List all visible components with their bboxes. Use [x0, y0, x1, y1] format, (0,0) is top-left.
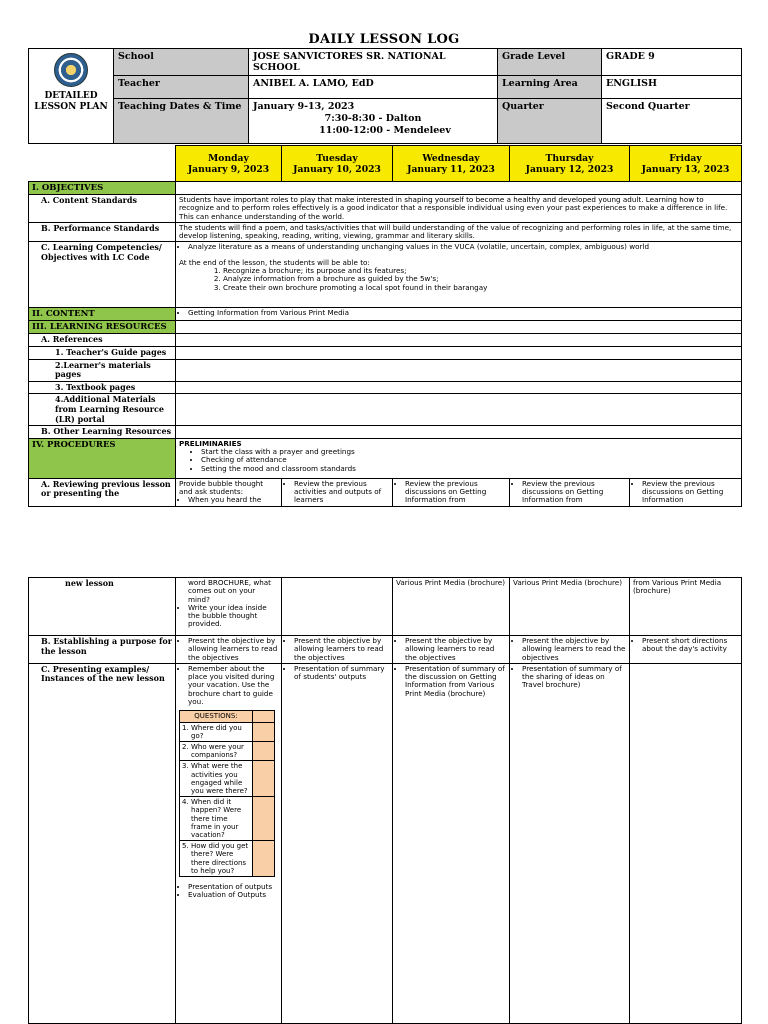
lesson-table: [28, 145, 742, 507]
question-item: 3. What were the activities you engaged while you were there?: [180, 761, 253, 797]
questions-header: QUESTIONS:: [180, 711, 253, 722]
objectives-blank: [176, 182, 742, 195]
additional-materials-label: 4.Additional Materials from Learning Resource (LR) portal: [29, 394, 176, 426]
presenting-wednesday: • Presentation of summary of the discussion on Getting Information from Various Print Media (brochure): [393, 663, 510, 1023]
reviewing-wednesday: • Review the previous discussions on Getting Information from: [393, 478, 510, 506]
textbook-pages-label: 3. Textbook pages: [29, 381, 176, 394]
detailed-lesson-plan-label: DETAILED LESSON PLAN: [34, 91, 108, 112]
presenting-tuesday: • Presentation of summary of students' outputs: [282, 663, 393, 1023]
presentation-outputs: • Presentation of outputs: [188, 883, 278, 891]
reviewing-thursday: • Review the previous discussions on Getting Information from: [510, 478, 630, 506]
resources-heading: III. LEARNING RESOURCES: [29, 321, 176, 334]
purpose-thursday: • Present the objective by allowing learners to read the objectives: [510, 636, 630, 664]
other-resources-label: B. Other Learning Resources: [29, 426, 176, 439]
school-label: School: [114, 49, 249, 76]
day-thursday: Thursday January 12, 2023: [510, 146, 630, 182]
question-item: 4. When did it happen? Were there time frame in your vacation?: [180, 797, 253, 841]
teacher-label: Teacher: [114, 76, 249, 99]
lesson-table-continued: [28, 577, 742, 1024]
content-standards-label: A. Content Standards: [29, 195, 176, 223]
presenting-friday: [630, 663, 742, 1023]
teachers-guide-label: 1. Teacher's Guide pages: [29, 347, 176, 360]
reviewing-label-cont: new lesson: [29, 578, 176, 636]
deped-seal-icon: [54, 53, 88, 87]
day-friday: Friday January 13, 2023: [630, 146, 742, 182]
preliminaries-cell: [176, 438, 742, 478]
reviewing-monday-cont: word BROCHURE, what comes out on your mind? • Write your idea inside the bubble thought provided.: [176, 578, 282, 636]
reviewing-monday: Provide bubble thought and ask students: • When you heard the: [176, 478, 282, 506]
day-monday: Monday January 9, 2023: [176, 146, 282, 182]
objectives-heading: I. OBJECTIVES: [29, 182, 176, 195]
goal-item: 3. Create their own brochure promoting a local spot found in their barangay: [223, 284, 738, 292]
time-mendeleev: 11:00-12:00 - Mendeleev: [319, 125, 451, 136]
header-table: [28, 48, 742, 144]
quarter-value: Second Quarter: [602, 99, 742, 144]
performance-standards-text: The students will find a poem, and tasks/activities that will build understanding of the value of recognizing and performing roles in life, at the same time, develop listening, speaking, reading, writing, viewing, grammar and literary skills.: [176, 222, 742, 242]
purpose-label: B. Establishing a purpose for the lesson: [29, 636, 176, 664]
dates-value: [249, 99, 498, 144]
goal-item: 2. Analyze information from a brochure as guided by the 5w's;: [223, 275, 738, 283]
references-label: A. References: [29, 334, 176, 347]
teacher-value: ANIBEL A. LAMO, EdD: [249, 76, 498, 99]
reviewing-friday-cont: from Various Print Media (brochure): [630, 578, 742, 636]
presenting-thursday: • Presentation of summary of the sharing of ideas on Travel brochure): [510, 663, 630, 1023]
day-tuesday: Tuesday January 10, 2023: [282, 146, 393, 182]
reviewing-thursday-cont: Various Print Media (brochure): [510, 578, 630, 636]
content-heading: II. CONTENT: [29, 308, 176, 321]
content-standards-text: Students have important roles to play that make interested in shaping yourself to become a healthy and developed young adult. Learning how to recognize and to perform roles effectively is a good indicator that a responsible individual using even your past experiences to make a difference in life. This can enhance understanding of the world.: [176, 195, 742, 223]
reviewing-wednesday-cont: Various Print Media (brochure): [393, 578, 510, 636]
presenting-monday: • Remember about the place you visited during your vacation. Use the brochure chart to guide you. QUESTIONS: 1. Where did you go? 2. Who were your companions? 3. What were the activities you engaged while you were there? 4. When did it happen? Were there time frame in your vacation? 5. How did you get there? Were there directions to help you? • Presentation of outputs • Evaluation of Outputs: [176, 663, 282, 1023]
competencies-text: [176, 242, 742, 308]
procedures-heading: IV. PROCEDURES: [29, 438, 176, 478]
purpose-friday: • Present short directions about the day's activity: [630, 636, 742, 664]
preliminaries-title: PRELIMINARIES: [179, 438, 242, 448]
reviewing-label: A. Reviewing previous lesson or presenting the: [29, 478, 176, 506]
prelim-item: • Setting the mood and classroom standards: [201, 465, 738, 473]
reviewing-friday: • Review the previous discussions on Getting Information: [630, 478, 742, 506]
logo-cell: [29, 49, 114, 144]
questions-table: [179, 710, 275, 877]
dates-range: January 9-13, 2023: [253, 101, 355, 112]
competency-bullet: • Analyze literature as a means of understanding unchanging values in the VUCA (volatile, uncertain, complex, ambiguous) world: [188, 243, 738, 251]
school-value: JOSE SANVICTORES SR. NATIONAL SCHOOL: [249, 49, 498, 76]
purpose-wednesday: • Present the objective by allowing learners to read the objectives: [393, 636, 510, 664]
competencies-label: C. Learning Competencies/ Objectives with LC Code: [29, 242, 176, 308]
presenting-label: C. Presenting examples/ Instances of the new lesson: [29, 663, 176, 1023]
day-corner: [29, 146, 176, 182]
purpose-tuesday: • Present the objective by allowing learners to read the objectives: [282, 636, 393, 664]
question-item: 5. How did you get there? Were there directions to help you?: [180, 841, 253, 877]
content-text: • Getting Information from Various Print Media: [176, 308, 742, 321]
question-item: 2. Who were your companions?: [180, 741, 253, 760]
evaluation-outputs: • Evaluation of Outputs: [188, 891, 278, 899]
reviewing-tuesday: • Review the previous activities and outputs of learners: [282, 478, 393, 506]
question-item: 1. Where did you go?: [180, 722, 253, 741]
learners-materials-label: 2.Learner's materials pages: [29, 359, 176, 381]
grade-value: GRADE 9: [602, 49, 742, 76]
prelim-item: • Start the class with a prayer and greetings: [201, 448, 738, 456]
quarter-label: Quarter: [498, 99, 602, 144]
grade-label: Grade Level: [498, 49, 602, 76]
prelim-item: • Checking of attendance: [201, 456, 738, 464]
dates-label: Teaching Dates & Time: [114, 99, 249, 144]
performance-standards-label: B. Performance Standards: [29, 222, 176, 242]
time-dalton: 7:30-8:30 - Dalton: [324, 113, 422, 124]
purpose-monday: • Present the objective by allowing learners to read the objectives: [176, 636, 282, 664]
day-wednesday: Wednesday January 11, 2023: [393, 146, 510, 182]
area-label: Learning Area: [498, 76, 602, 99]
goal-item: 1. Recognize a brochure; its purpose and its features;: [223, 267, 738, 275]
page-title: DAILY LESSON LOG: [308, 32, 460, 47]
area-value: ENGLISH: [602, 76, 742, 99]
end-of-lesson-text: At the end of the lesson, the students will be able to:: [179, 257, 370, 267]
